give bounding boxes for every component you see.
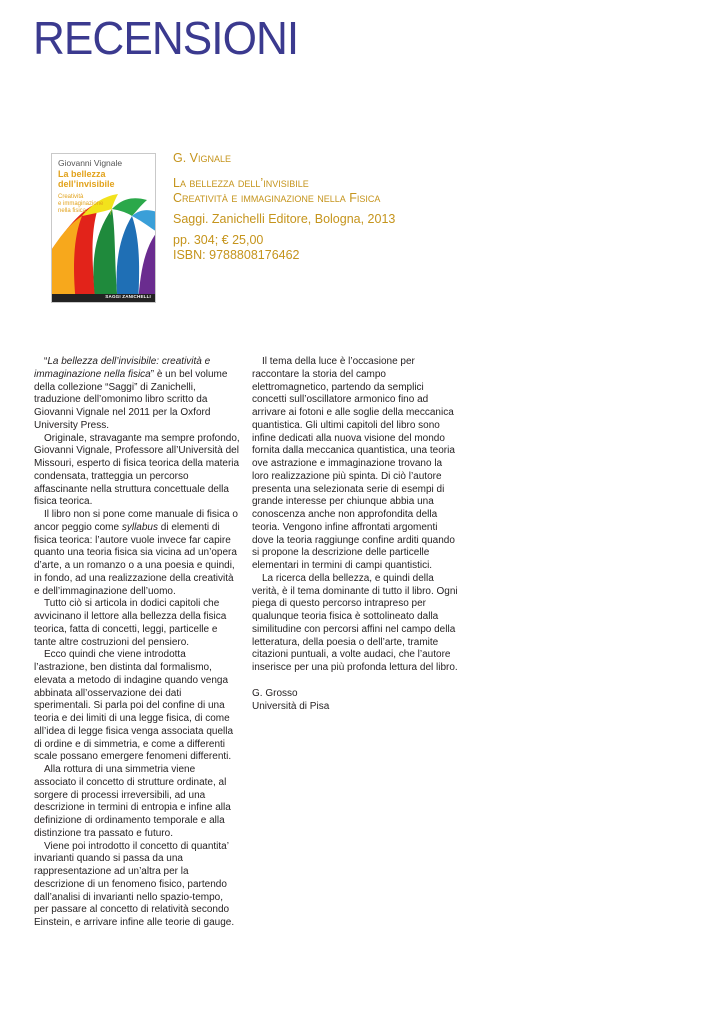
review-paragraph: Ecco quindi che viene introdotta l’astrazione, ben distinta dal formalismo, elevata a metodo di indagine quando venga abbinata all’osservazione dei dati sperimentali. Si parla poi del confine di una teoria e dei limiti di una legge fisica, di come all’idea di legge fisica venga associata quella di ordine e di simmetria, e come a differenti scale possano emergere fenomeni differenti. bbox=[34, 649, 234, 763]
book-title: La bellezza dell’invisibile bbox=[173, 176, 309, 190]
page-title: RECENSIONI bbox=[33, 12, 299, 64]
book-isbn: ISBN: 9788808176462 bbox=[173, 248, 300, 262]
review-column-left bbox=[34, 356, 240, 930]
book-publisher: Saggi. Zanichelli Editore, Bologna, 2013 bbox=[173, 212, 396, 226]
book-subtitle: Creatività e immaginazione nella Fisica bbox=[173, 191, 381, 205]
review-paragraph: “La bellezza dell’invisibile: creatività e immaginazione nella fisica” è un bel volume della collezione “Saggi” di Zanichelli, traduzione dell’omonimo libro scritto da Giovanni Vignale nel 2011 per la Oxford University Press. bbox=[34, 356, 228, 431]
cover-title: La bellezza dell’invisibile bbox=[58, 169, 115, 189]
cover-author: Giovanni Vignale bbox=[58, 158, 123, 168]
review-paragraph: Il libro non si pone come manuale di fisica o ancor peggio come syllabus di elementi di fisica teorica: l’autore vuole invece far capire quanto una teoria fisica sia vicina ad un’opera d’arte, a un romanzo o a una poesia e quindi, in fondo, ad una realizzazione della creatività e dell’immaginazione dell’uomo. bbox=[34, 509, 238, 597]
review-column-right bbox=[252, 356, 458, 713]
review-paragraph: Viene poi introdotto il concetto di quantita’ invarianti quando si passa da una rappresentazione ad un’altra per la descrizione di un fenomeno fisico, partendo dall’analisi di invarianti nello spazio-tempo, per passare al concetto di relatività secondo Einstein, e arrivare infine alle teorie di gauge. bbox=[34, 840, 235, 928]
review-paragraph: Originale, stravagante ma sempre profondo, Giovanni Vignale, Professore all’Università del Missouri, esperto di fisica teorica della materia condensata, tratteggia un percorso affascinante nella struttura concettuale della fisica teorica. bbox=[34, 432, 240, 508]
review-paragraph: La ricerca della bellezza, e quindi della verità, è il tema dominante di tutto il libro. Ogni piega di questo percorso intrapreso per qualunque teoria fisica è sottolineato dalla similitudine con percorsi affini nel campo della letteratura, della poesia o dell’arte, tramite citazioni puntuali, a volte audaci, che l’autore inserisce per una più profonda lettura del libro. bbox=[252, 572, 458, 673]
reviewer-affiliation: Università di Pisa bbox=[252, 700, 330, 712]
cover-subtitle: Creatività e immaginazione nella fisica bbox=[58, 194, 104, 214]
review-paragraph: Tutto ciò si articola in dodici capitoli che avvicinano il lettore alla bellezza della fisica teorica, fatta di concetti, leggi, particelle e tante altre costruzioni del pensiero. bbox=[34, 598, 227, 648]
review-paragraph: Il tema della luce è l’occasione per raccontare la storia del campo elettromagnetico, partendo da semplici concetti sull’oscillatore armonico fino ad arrivare ai fotoni e alle soglie della meccanica quantistica. Gli ultimi capitoli del libro sono infine dedicati alla nuova visione del mondo fornita dalla meccanica quantistica, una teoria ove astrazione e immaginazione trovano la loro realizzazione più spinta. Di ciò l’autore presenta una selezionata serie di esempi di grande interesse per chiunque abbia una conoscenza anche non approfondita della teoria. Vengono infine affrontati argomenti dove la teoria raggiunge confine arditi quando si propone la descrizione delle particelle elementari in termini di campi quantistici. bbox=[252, 356, 455, 571]
review-paragraph: Alla rottura di una simmetria viene associato il concetto di strutture ordinate, al sorgere di processi irreversibili, ad una descrizione in termini di entropia e infine alla definizione di ordinamento temporale e alla distinzione tra passato e futuro. bbox=[34, 764, 231, 839]
book-pages-price: pp. 304; € 25,00 bbox=[173, 233, 264, 247]
cover-publisher: SAGGI ZANICHELLI bbox=[105, 294, 151, 299]
reviewer-name: G. Grosso bbox=[252, 687, 298, 699]
book-author: G. Vignale bbox=[173, 151, 232, 165]
book-info bbox=[173, 151, 395, 263]
review-signature bbox=[252, 688, 458, 714]
book-cover-image bbox=[51, 153, 156, 303]
